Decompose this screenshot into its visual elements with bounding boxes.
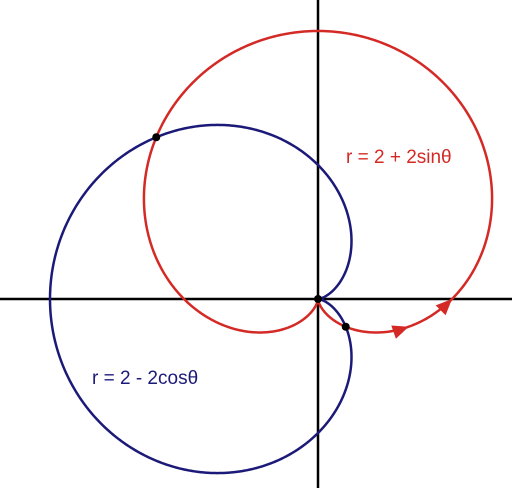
direction-arrow-2 <box>436 299 452 315</box>
direction-arrow-1 <box>391 326 408 339</box>
intersection-point-origin <box>314 295 322 303</box>
legend-label-blue: r = 2 - 2cosθ <box>92 368 199 389</box>
legend-label-red: r = 2 + 2sinθ <box>346 147 452 168</box>
intersection-point-upper-left <box>152 133 160 141</box>
intersection-point-lower-right <box>342 323 350 331</box>
